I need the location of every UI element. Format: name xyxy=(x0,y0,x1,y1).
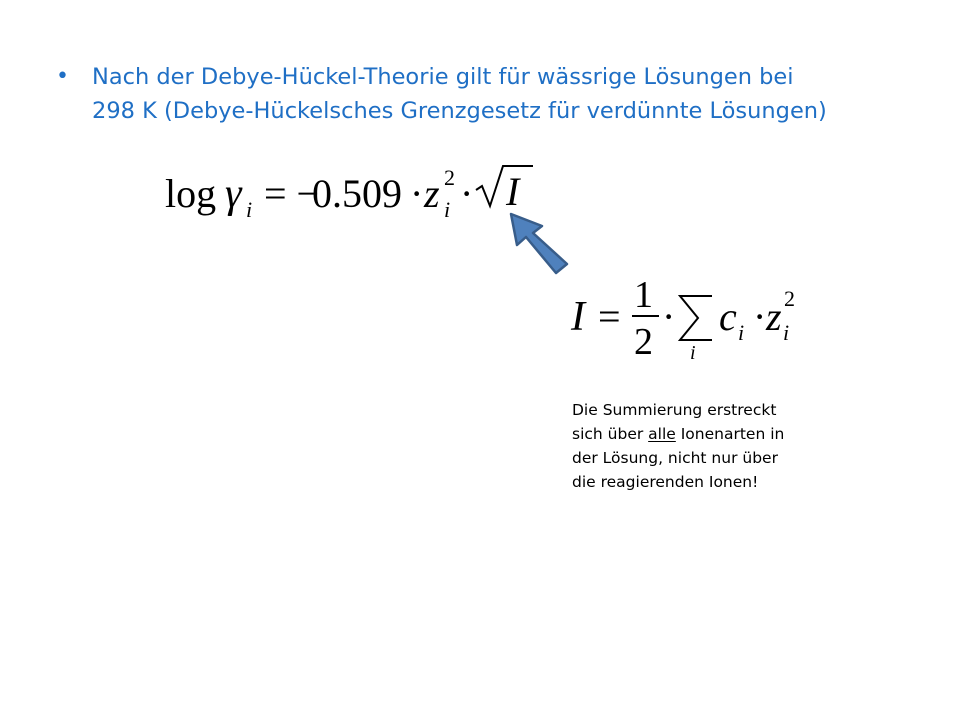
fraction-denominator: 2 xyxy=(634,321,653,363)
multiply-dot-3: · xyxy=(662,294,676,339)
charge-superscript: 2 xyxy=(784,286,795,311)
z-superscript: 2 xyxy=(444,165,455,190)
note-line-1: Die Summierung erstreckt xyxy=(572,401,777,419)
log-text: log xyxy=(165,171,217,216)
summation-icon xyxy=(680,296,712,340)
bullet-text-line-2: 298 K (Debye-Hückelsches Grenzgesetz für verdünnte Lösungen) xyxy=(92,98,827,124)
equals-sign: = xyxy=(598,294,621,339)
fraction-numerator: 1 xyxy=(634,274,653,316)
ionic-strength-lhs: I xyxy=(571,294,585,340)
note-emphasis-all: alle xyxy=(648,425,676,443)
note-text xyxy=(572,398,872,494)
gamma-symbol: γ xyxy=(225,171,242,217)
summation-index: i xyxy=(690,342,696,364)
note-line-2 xyxy=(572,422,872,446)
note-line-2-end: Ionenarten in xyxy=(675,425,785,443)
equals-minus: = − xyxy=(264,171,320,216)
gamma-subscript: i xyxy=(246,197,253,222)
multiply-dot-4: · xyxy=(753,294,767,339)
note-line-4: die reagierenden Ionen! xyxy=(572,473,759,491)
charge-symbol: z xyxy=(766,294,782,339)
arrow-icon xyxy=(511,214,567,273)
bullet-dot: • xyxy=(56,64,69,89)
z-symbol: z xyxy=(424,171,440,216)
sqrt-icon xyxy=(476,166,533,206)
note-line-3: der Lösung, nicht nur über xyxy=(572,449,778,467)
note-line-2-start: sich über xyxy=(572,425,649,443)
concentration-subscript: i xyxy=(738,320,745,345)
multiply-dot-2: · xyxy=(460,171,474,216)
bullet-text-line-1: Nach der Debye-Hückel-Theorie gilt für wässrige Lösungen bei xyxy=(92,64,794,90)
coefficient: 0.509 xyxy=(312,171,402,216)
concentration-symbol: c xyxy=(719,294,737,339)
multiply-dot-1: · xyxy=(410,171,424,216)
z-subscript: i xyxy=(444,197,451,222)
ionic-strength-symbol: I xyxy=(506,169,520,214)
charge-subscript: i xyxy=(783,320,790,345)
